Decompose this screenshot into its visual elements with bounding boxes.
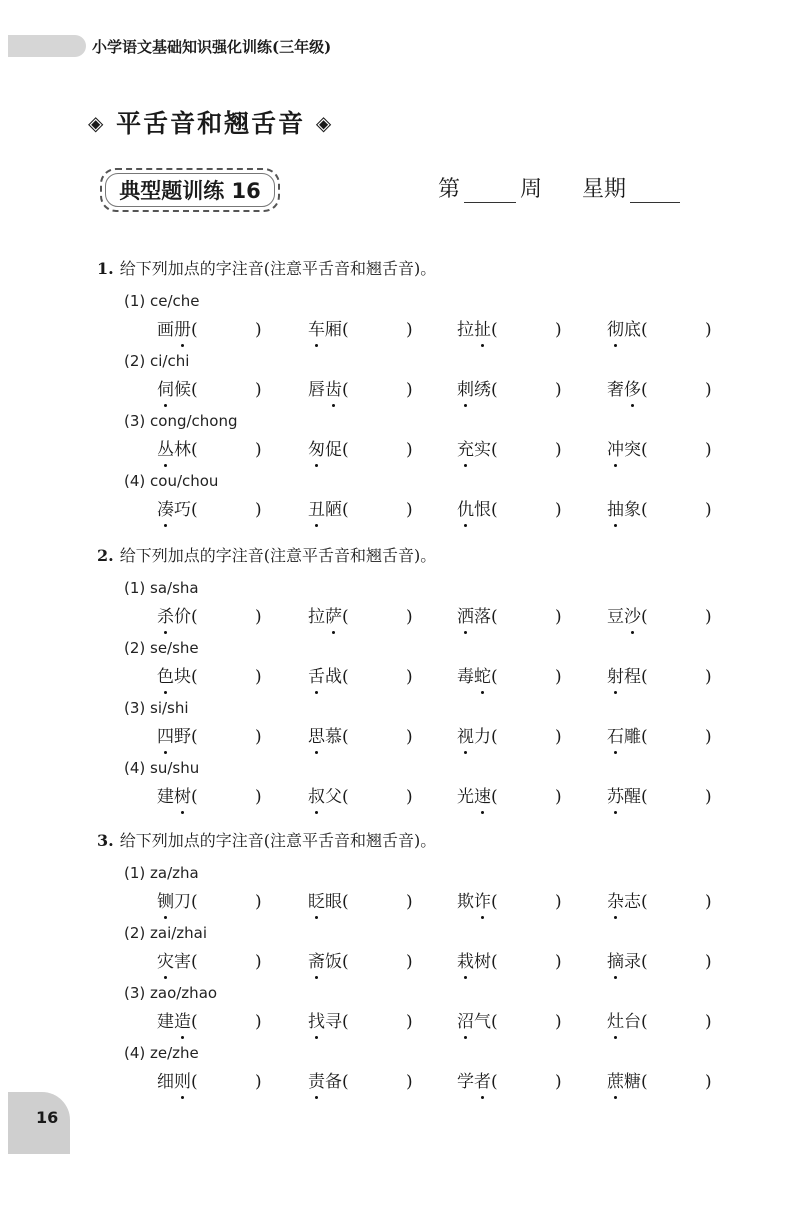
pinyin-answer-blank[interactable]: ( ): [641, 727, 712, 747]
exercise-badge: [100, 168, 280, 212]
word-char-2: 寻: [325, 1012, 342, 1032]
word-char-2: 突: [624, 440, 641, 460]
word-item: [157, 665, 262, 689]
word-item: [457, 498, 562, 522]
word-item: [308, 665, 413, 689]
pinyin-answer-blank[interactable]: ( ): [342, 1012, 413, 1032]
word-char-2: 象: [624, 500, 641, 520]
question-text: 给下列加点的字注音(注意平舌音和翘舌音)。: [119, 831, 437, 850]
word-char-2: 齿: [325, 380, 342, 400]
pinyin-answer-blank[interactable]: ( ): [491, 380, 562, 400]
word-item: [607, 378, 712, 402]
word-item: [157, 1010, 262, 1034]
subgroup-label: (4) cou/chou: [124, 472, 219, 490]
word-char-2: 底: [624, 320, 641, 340]
word-char-2: 林: [174, 440, 191, 460]
pinyin-answer-blank[interactable]: ( ): [491, 892, 562, 912]
word-item: [607, 1070, 712, 1094]
word-item: [607, 665, 712, 689]
word-char-2: 力: [474, 727, 491, 747]
word-char-2: 陋: [325, 500, 342, 520]
word-row: [0, 378, 800, 402]
pinyin-answer-blank[interactable]: ( ): [191, 320, 262, 340]
subgroup-label: (3) zao/zhao: [124, 984, 218, 1002]
word-item: [457, 605, 562, 629]
word-char-1: 摘: [607, 952, 624, 972]
word-char-2: 备: [325, 1072, 342, 1092]
word-char-1: 拉: [308, 607, 325, 627]
word-char-2: 促: [325, 440, 342, 460]
subgroup-label: (4) su/shu: [124, 759, 200, 777]
pinyin-answer-blank[interactable]: ( ): [342, 667, 413, 687]
pinyin-answer-blank[interactable]: ( ): [191, 787, 262, 807]
pinyin-answer-blank[interactable]: ( ): [641, 1012, 712, 1032]
subgroup-label: (2) se/she: [124, 639, 199, 657]
word-char-2: 绣: [474, 380, 491, 400]
pinyin-answer-blank[interactable]: ( ): [191, 952, 262, 972]
word-row: [0, 1010, 800, 1034]
word-item: [308, 1070, 413, 1094]
pinyin-answer-blank[interactable]: ( ): [641, 667, 712, 687]
pinyin-answer-blank[interactable]: ( ): [641, 892, 712, 912]
word-item: [157, 498, 262, 522]
pinyin-answer-blank[interactable]: ( ): [342, 440, 413, 460]
word-char-2: 雕: [624, 727, 641, 747]
word-row: [0, 318, 800, 342]
word-char-1: 豆: [607, 607, 624, 627]
week-fill-in: [438, 172, 684, 203]
word-char-1: 铡: [157, 892, 174, 912]
word-row: [0, 725, 800, 749]
diamond-right-icon: ◈: [315, 111, 334, 135]
word-item: [457, 725, 562, 749]
pinyin-answer-blank[interactable]: ( ): [191, 440, 262, 460]
question-number: 2.: [97, 546, 114, 565]
pinyin-answer-blank[interactable]: ( ): [191, 1072, 262, 1092]
pinyin-answer-blank[interactable]: ( ): [641, 952, 712, 972]
word-char-1: 丑: [308, 500, 325, 520]
diamond-left-icon: ◈: [88, 111, 106, 135]
word-char-1: 沼: [457, 1012, 474, 1032]
word-item: [308, 438, 413, 462]
word-char-2: 沙: [624, 607, 641, 627]
word-char-1: 学: [457, 1072, 474, 1092]
word-char-2: 台: [624, 1012, 641, 1032]
pinyin-answer-blank[interactable]: ( ): [342, 787, 413, 807]
word-char-1: 苏: [607, 787, 624, 807]
word-row: [0, 785, 800, 809]
word-item: [157, 438, 262, 462]
book-title: 小学语文基础知识强化训练(三年级): [92, 38, 332, 56]
pinyin-answer-blank[interactable]: ( ): [641, 1072, 712, 1092]
word-item: [308, 725, 413, 749]
word-char-1: 冲: [607, 440, 624, 460]
pinyin-answer-blank[interactable]: ( ): [491, 667, 562, 687]
word-char-1: 伺: [157, 380, 174, 400]
word-char-2: 巧: [174, 500, 191, 520]
word-row: [0, 665, 800, 689]
question-number: 3.: [97, 831, 114, 850]
word-item: [457, 438, 562, 462]
word-row: [0, 438, 800, 462]
word-char-1: 蔗: [607, 1072, 624, 1092]
word-char-2: 醒: [624, 787, 641, 807]
pinyin-answer-blank[interactable]: ( ): [342, 892, 413, 912]
word-item: [457, 950, 562, 974]
word-item: [157, 950, 262, 974]
pinyin-answer-blank[interactable]: ( ): [342, 380, 413, 400]
word-char-1: 建: [157, 787, 174, 807]
pinyin-answer-blank[interactable]: ( ): [491, 500, 562, 520]
word-row: [0, 1070, 800, 1094]
word-row: [0, 498, 800, 522]
word-char-2: 候: [174, 380, 191, 400]
page-number: 16: [36, 1108, 59, 1127]
weekday-label: 星期: [582, 177, 627, 202]
word-char-2: 父: [325, 787, 342, 807]
word-char-2: 录: [624, 952, 641, 972]
word-item: [308, 890, 413, 914]
pinyin-answer-blank[interactable]: ( ): [491, 727, 562, 747]
word-item: [457, 1010, 562, 1034]
word-item: [308, 378, 413, 402]
word-char-1: 洒: [457, 607, 474, 627]
word-char-2: 侈: [624, 380, 641, 400]
word-char-1: 色: [157, 667, 174, 687]
word-char-2: 树: [174, 787, 191, 807]
word-char-1: 射: [607, 667, 624, 687]
word-char-2: 则: [174, 1072, 191, 1092]
word-char-1: 刺: [457, 380, 474, 400]
word-char-2: 速: [474, 787, 491, 807]
word-char-1: 石: [607, 727, 624, 747]
word-char-1: 光: [457, 787, 474, 807]
word-item: [157, 605, 262, 629]
word-item: [457, 785, 562, 809]
word-item: [308, 1010, 413, 1034]
word-item: [157, 785, 262, 809]
word-item: [457, 665, 562, 689]
word-char-1: 责: [308, 1072, 325, 1092]
word-item: [607, 605, 712, 629]
word-char-2: 野: [174, 727, 191, 747]
word-char-2: 落: [474, 607, 491, 627]
word-char-1: 斋: [308, 952, 325, 972]
word-item: [607, 498, 712, 522]
word-char-1: 凑: [157, 500, 174, 520]
word-char-1: 杀: [157, 607, 174, 627]
section-title-text: 平舌音和翘舌音: [116, 109, 306, 138]
word-char-1: 抽: [607, 500, 624, 520]
word-char-1: 找: [308, 1012, 325, 1032]
pinyin-answer-blank[interactable]: ( ): [191, 380, 262, 400]
word-char-2: 糖: [624, 1072, 641, 1092]
word-char-1: 杂: [607, 892, 624, 912]
pinyin-answer-blank[interactable]: ( ): [641, 607, 712, 627]
word-char-2: 恨: [474, 500, 491, 520]
question-title: [97, 830, 436, 852]
word-char-2: 树: [474, 952, 491, 972]
subgroup-label: (4) ze/zhe: [124, 1044, 199, 1062]
word-char-1: 欺: [457, 892, 474, 912]
pinyin-answer-blank[interactable]: ( ): [342, 320, 413, 340]
word-char-2: 志: [624, 892, 641, 912]
word-char-1: 灾: [157, 952, 174, 972]
word-item: [157, 378, 262, 402]
pinyin-answer-blank[interactable]: ( ): [491, 1072, 562, 1092]
week-label: 周: [520, 177, 543, 202]
subgroup-label: (2) ci/chi: [124, 352, 190, 370]
pinyin-answer-blank[interactable]: ( ): [191, 607, 262, 627]
subgroup-label: (3) cong/chong: [124, 412, 238, 430]
word-char-1: 唇: [308, 380, 325, 400]
word-char-1: 画: [157, 320, 174, 340]
word-char-1: 匆: [308, 440, 325, 460]
pinyin-answer-blank[interactable]: ( ): [491, 952, 562, 972]
week-number-blank[interactable]: [464, 176, 516, 203]
pinyin-answer-blank[interactable]: ( ): [491, 787, 562, 807]
word-item: [308, 785, 413, 809]
word-char-1: 仇: [457, 500, 474, 520]
word-char-1: 灶: [607, 1012, 624, 1032]
weekday-blank[interactable]: [630, 176, 680, 203]
pinyin-answer-blank[interactable]: ( ): [191, 667, 262, 687]
pinyin-answer-blank[interactable]: ( ): [342, 607, 413, 627]
word-char-2: 实: [474, 440, 491, 460]
word-char-2: 块: [174, 667, 191, 687]
subgroup-label: (2) zai/zhai: [124, 924, 208, 942]
pinyin-answer-blank[interactable]: ( ): [491, 320, 562, 340]
exercise-badge-text: 典型题训练 16: [119, 179, 261, 203]
subgroup-label: (1) ce/che: [124, 292, 200, 310]
pinyin-answer-blank[interactable]: ( ): [641, 440, 712, 460]
pinyin-answer-blank[interactable]: ( ): [342, 952, 413, 972]
word-item: [308, 605, 413, 629]
word-char-2: 慕: [325, 727, 342, 747]
word-item: [607, 890, 712, 914]
word-char-2: 厢: [325, 320, 342, 340]
word-item: [157, 890, 262, 914]
word-char-2: 眼: [325, 892, 342, 912]
word-char-1: 车: [308, 320, 325, 340]
word-char-2: 战: [325, 667, 342, 687]
word-char-2: 萨: [325, 607, 342, 627]
pinyin-answer-blank[interactable]: ( ): [191, 727, 262, 747]
word-char-2: 诈: [474, 892, 491, 912]
word-row: [0, 605, 800, 629]
word-char-1: 建: [157, 1012, 174, 1032]
word-item: [607, 438, 712, 462]
word-item: [157, 318, 262, 342]
word-char-2: 害: [174, 952, 191, 972]
word-char-1: 栽: [457, 952, 474, 972]
pinyin-answer-blank[interactable]: ( ): [641, 380, 712, 400]
subgroup-label: (3) si/shi: [124, 699, 189, 717]
pinyin-answer-blank[interactable]: ( ): [342, 1072, 413, 1092]
word-char-1: 舌: [308, 667, 325, 687]
question-title: [97, 258, 436, 280]
word-char-1: 眨: [308, 892, 325, 912]
header-tab: [8, 35, 86, 57]
word-char-1: 视: [457, 727, 474, 747]
word-char-2: 刀: [174, 892, 191, 912]
word-item: [157, 725, 262, 749]
word-item: [457, 378, 562, 402]
pinyin-answer-blank[interactable]: ( ): [491, 440, 562, 460]
pinyin-answer-blank[interactable]: ( ): [491, 1012, 562, 1032]
word-item: [607, 725, 712, 749]
week-prefix: 第: [438, 177, 461, 202]
question-number: 1.: [97, 259, 114, 278]
word-char-2: 气: [474, 1012, 491, 1032]
word-item: [157, 1070, 262, 1094]
word-char-1: 奢: [607, 380, 624, 400]
word-item: [457, 890, 562, 914]
word-char-1: 思: [308, 727, 325, 747]
pinyin-answer-blank[interactable]: ( ): [191, 500, 262, 520]
question-title: [97, 545, 436, 567]
subgroup-label: (1) sa/sha: [124, 579, 199, 597]
word-item: [308, 498, 413, 522]
word-char-2: 册: [174, 320, 191, 340]
word-char-1: 毒: [457, 667, 474, 687]
word-item: [308, 950, 413, 974]
word-char-2: 扯: [474, 320, 491, 340]
pinyin-answer-blank[interactable]: ( ): [641, 787, 712, 807]
word-char-2: 造: [174, 1012, 191, 1032]
word-item: [308, 318, 413, 342]
word-char-1: 叔: [308, 787, 325, 807]
pinyin-answer-blank[interactable]: ( ): [342, 727, 413, 747]
word-item: [607, 950, 712, 974]
word-item: [607, 1010, 712, 1034]
word-char-1: 丛: [157, 440, 174, 460]
word-item: [607, 785, 712, 809]
pinyin-answer-blank[interactable]: ( ): [342, 500, 413, 520]
word-char-1: 彻: [607, 320, 624, 340]
pinyin-answer-blank[interactable]: ( ): [191, 1012, 262, 1032]
word-char-2: 饭: [325, 952, 342, 972]
word-item: [457, 318, 562, 342]
question-text: 给下列加点的字注音(注意平舌音和翘舌音)。: [119, 259, 437, 278]
word-row: [0, 890, 800, 914]
word-char-1: 充: [457, 440, 474, 460]
word-char-2: 者: [474, 1072, 491, 1092]
word-row: [0, 950, 800, 974]
question-text: 给下列加点的字注音(注意平舌音和翘舌音)。: [119, 546, 437, 565]
word-item: [457, 1070, 562, 1094]
word-char-1: 细: [157, 1072, 174, 1092]
word-char-2: 蛇: [474, 667, 491, 687]
word-char-1: 四: [157, 727, 174, 747]
word-item: [607, 318, 712, 342]
word-char-2: 程: [624, 667, 641, 687]
pinyin-answer-blank[interactable]: ( ): [491, 607, 562, 627]
word-char-2: 价: [174, 607, 191, 627]
pinyin-answer-blank[interactable]: ( ): [641, 500, 712, 520]
section-title: [88, 104, 333, 140]
pinyin-answer-blank[interactable]: ( ): [641, 320, 712, 340]
pinyin-answer-blank[interactable]: ( ): [191, 892, 262, 912]
subgroup-label: (1) za/zha: [124, 864, 199, 882]
word-char-1: 拉: [457, 320, 474, 340]
